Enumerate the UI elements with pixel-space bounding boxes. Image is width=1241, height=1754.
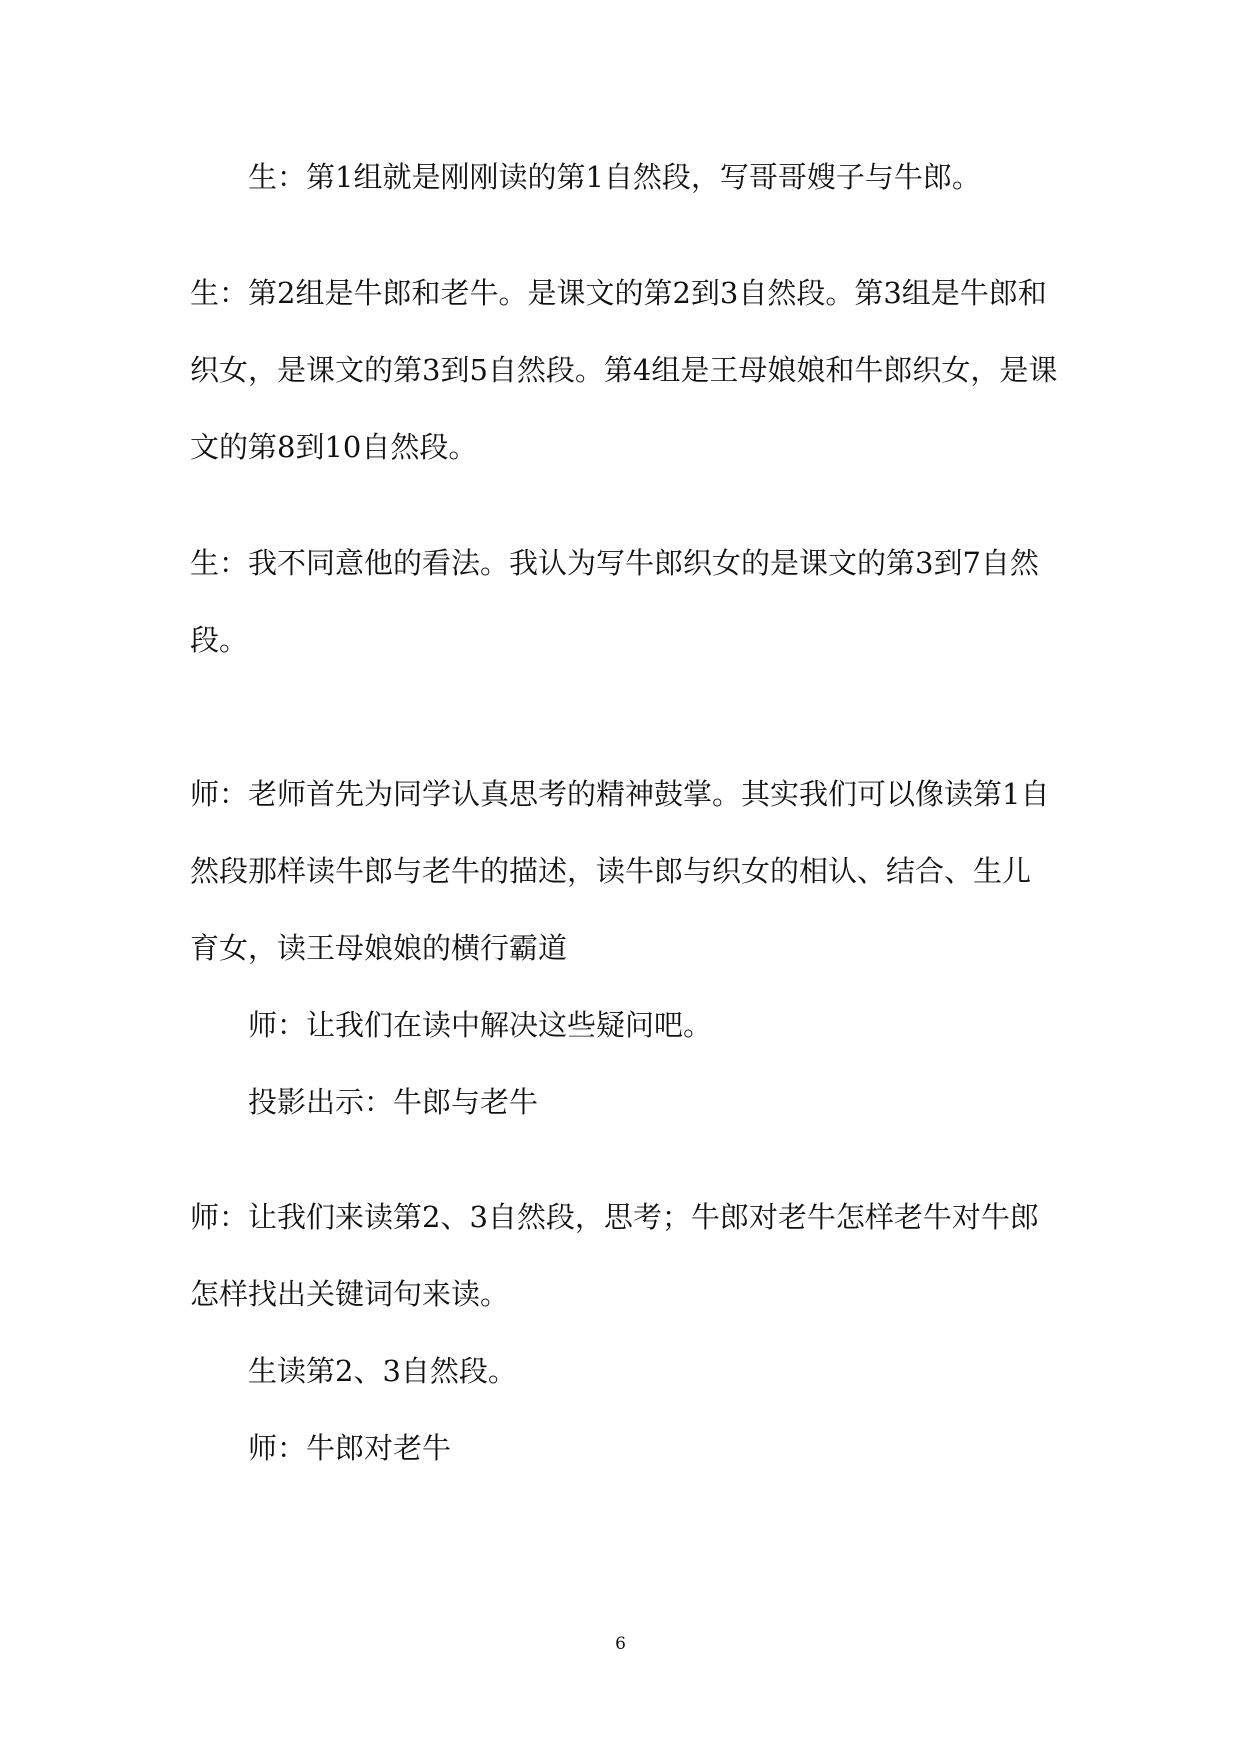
- text-line: 织女，是课文的第3到5自然段。第4组是王母娘娘和牛郎织女，是课: [190, 353, 1058, 387]
- paragraph-8: [248, 1333, 1118, 1410]
- text-line: 段。: [190, 623, 249, 657]
- paragraph-7: [190, 1179, 1060, 1333]
- text-line: 育女，读王母娘娘的横行霸道: [190, 931, 568, 965]
- paragraph-9: [248, 1410, 1118, 1487]
- text-line: 师：牛郎对老牛: [248, 1431, 452, 1465]
- paragraph-6: [248, 1064, 1118, 1141]
- text-line: 师：老师首先为同学认真思考的精神鼓掌。其实我们可以像读第1自: [190, 777, 1050, 811]
- text-line: 师：让我们在读中解决这些疑问吧。: [248, 1008, 713, 1042]
- paragraph-5: [248, 987, 1118, 1064]
- paragraph-3: [190, 525, 1060, 679]
- text-line: 师：让我们来读第2、3自然段，思考；牛郎对老牛怎样老牛对牛郎: [190, 1200, 1039, 1234]
- page-number: 6: [615, 1634, 626, 1654]
- text-line: 生：第2组是牛郎和老牛。是课文的第2到3自然段。第3组是牛郎和: [190, 276, 1047, 310]
- paragraph-2: [190, 255, 1060, 486]
- text-line: 生读第2、3自然段。: [248, 1354, 517, 1388]
- text-line: 生：我不同意他的看法。我认为写牛郎织女的是课文的第3到7自然: [190, 546, 1039, 580]
- paragraph-1: [248, 139, 1118, 216]
- text-line: 投影出示：牛郎与老牛: [248, 1085, 539, 1119]
- paragraph-4: [190, 756, 1060, 987]
- text-line: 然段那样读牛郎与老牛的描述，读牛郎与织女的相认、结合、生儿: [190, 854, 1032, 888]
- text-line: 怎样找出关键词句来读。: [190, 1277, 510, 1311]
- text-line: 文的第8到10自然段。: [190, 430, 478, 464]
- text-line: 生：第1组就是刚刚读的第1自然段，写哥哥嫂子与牛郎。: [248, 160, 981, 194]
